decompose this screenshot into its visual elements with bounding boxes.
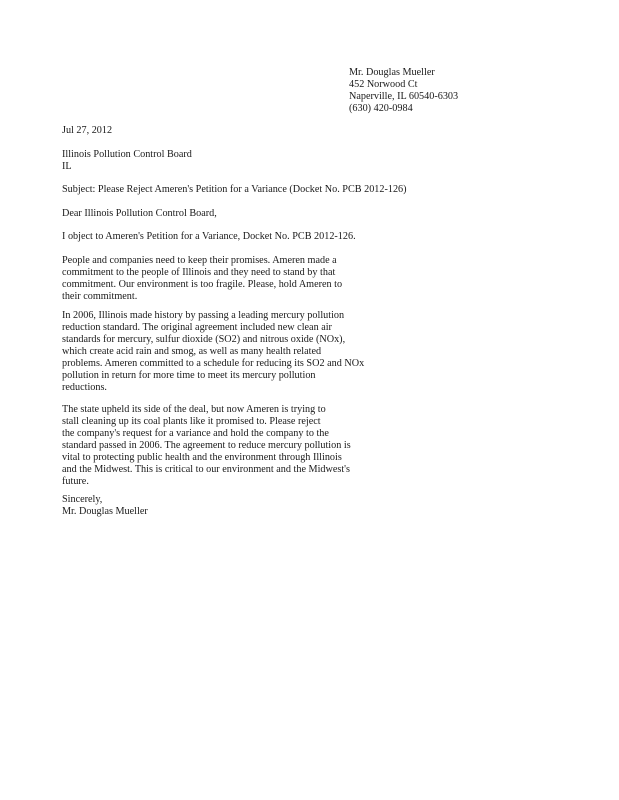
sender-name: Mr. Douglas Mueller <box>349 67 435 78</box>
sender-phone: (630) 420-0984 <box>349 103 413 114</box>
paragraph-history: In 2006, Illinois made history by passing a leading mercury pollution reduction standard. The original agreement included new clean air standards for mercury, sulfur dioxide (SO2) and nitrous oxide (NOx), which create acid rain and smog, as well as many health related problems. Ameren committed to a schedule for reducing its SO2 and NOx pollution in return for more time to meet its mercury pollution reductions. <box>62 310 365 393</box>
recipient-state: IL <box>62 161 72 172</box>
paragraph-commitment: People and companies need to keep their promises. Ameren made a commitment to the people of Illinois and they need to stand by that commitment. Our environment is too fragile. Please, hold Ameren to their commitment. <box>62 255 343 302</box>
letter-date: Jul 27, 2012 <box>62 125 113 136</box>
signature-name: Mr. Douglas Mueller <box>62 506 148 517</box>
salutation: Dear Illinois Pollution Control Board, <box>62 208 217 219</box>
sender-address-block <box>349 67 549 115</box>
recipient-block <box>62 149 192 173</box>
sender-city: Naperville, IL 60540-6303 <box>349 91 459 102</box>
closing: Sincerely, <box>62 494 103 505</box>
objection-line: I object to Ameren's Petition for a Variance, Docket No. PCB 2012-126. <box>62 231 356 242</box>
closing-block <box>62 494 148 518</box>
sender-street: 452 Norwood Ct <box>349 79 418 90</box>
subject-line: Subject: Please Reject Ameren's Petition for a Variance (Docket No. PCB 2012-126) <box>62 184 407 195</box>
recipient-org: Illinois Pollution Control Board <box>62 149 192 160</box>
paragraph-request: The state upheld its side of the deal, but now Ameren is trying to stall cleaning up its coal plants like it promised to. Please reject the company's request for a variance and hold the company to the standard passed in 2006. The agreement to reduce mercury pollution is vital to protecting public health and the environment through Illinois and the Midwest. This is critical to our environment and the Midwest's future. <box>62 404 351 487</box>
